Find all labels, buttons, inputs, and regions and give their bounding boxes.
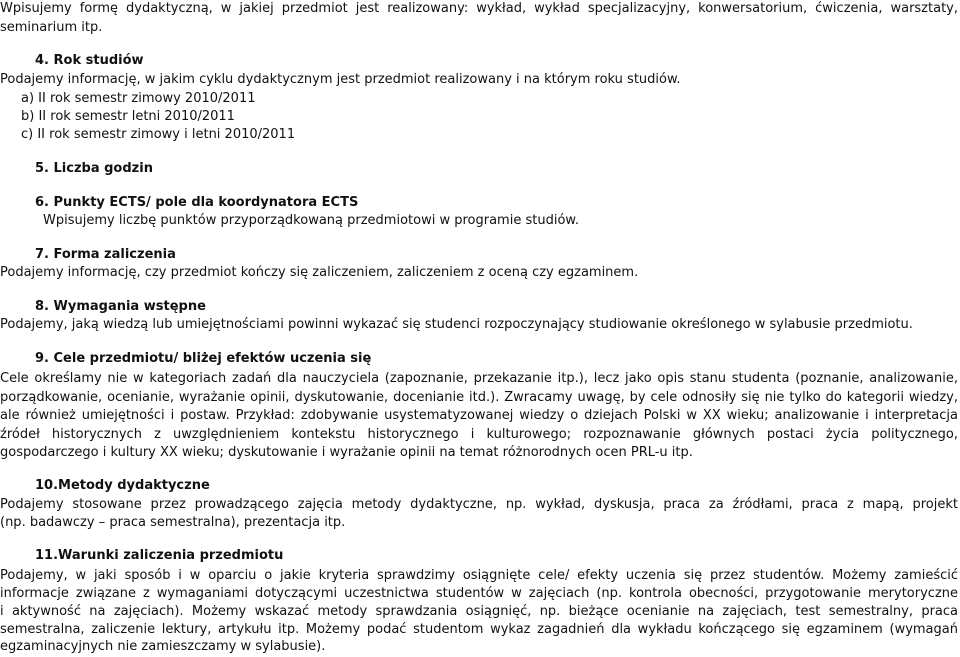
section-5-heading: 5. Liczba godzin [35,161,153,176]
section-10-text-line: (np. badawczy – praca semestralna), prezentacja itp. [0,515,346,530]
section-6-description: Wpisujemy liczbę punktów przyporządkowaną przedmiotowi w programie studiów. [43,213,579,228]
intro-text-line: seminarium itp. [0,20,103,35]
section-10-heading: 10.Metody dydaktyczne [35,478,210,493]
section-4-heading: 4. Rok studiów [35,53,144,68]
section-11-text-line: semestralna, zaliczenie lektury, artykułu itp. Możemy podać studentom wykaz zagadnień dla wykładu kończącego się egzaminem (wymagań [0,622,958,637]
section-9-text-line: porządkowanie, ocenianie, wyrażanie opinii, dyskutowanie, docenianie itd.). Zwracamy uwagę, by cele odnosiły się nie tylko do kategorii wiedzy, [0,390,958,405]
list-item: c) II rok semestr zimowy i letni 2010/2011 [21,127,296,142]
section-10-text-line: Podajemy stosowane przez prowadzącego zajęcia metody dydaktyczne, np. wykład, dyskusja, praca za źródłami, praca z mapą, projekt [0,497,958,512]
section-9-text-line: gospodarczego i kultury XX wieku; dyskutowanie i wyrażanie opinii na temat różnorodnych ocen PRL-u itp. [0,445,693,460]
section-11-text-line: i aktywność na zajęciach). Możemy wskazać metody sprawdzania osiągnięć, np. bieżące ocenianie na zajęciach, test semestralny, praca [0,604,958,619]
section-9-text-line: źródeł historycznych z uwzględnieniem kontekstu historycznego i kulturowego; rozpoznawanie głównych postaci życia politycznego, [0,427,958,442]
section-11-text-line: egzaminacyjnych nie zamieszczamy w sylabusie). [0,639,326,654]
list-item: b) II rok semestr letni 2010/2011 [21,109,235,124]
intro-text-line: Wpisujemy formę dydaktyczną, w jakiej przedmiot jest realizowany: wykład, wykład specjalizacyjny, konwersatorium, ćwiczenia, warsztaty, [0,1,958,16]
section-9-heading: 9. Cele przedmiotu/ bliżej efektów uczenia się [35,351,372,366]
section-11-heading: 11.Warunki zaliczenia przedmiotu [35,548,284,563]
section-8-heading: 8. Wymagania wstępne [35,299,206,314]
section-7-heading: 7. Forma zaliczenia [35,247,176,262]
section-11-text-line: Podajemy, w jaki sposób i w oparciu o jakie kryteria sprawdzimy osiągnięte cele/ efekty uczenia się przez studentów. Możemy zamieścić [0,568,958,583]
section-6-heading: 6. Punkty ECTS/ pole dla koordynatora ECTS [35,195,359,210]
section-9-text-line: ale również umiejętności i postaw. Przykład: zdobywanie usystematyzowanej wiedzy o dziejach Polski w XX wieku; analizowanie i interpretacja [0,408,958,423]
section-9-text-line: Cele określamy nie w kategoriach zadań dla nauczyciela (zapoznanie, przekazanie itp.), lecz jako opis stanu studenta (poznanie, analizowanie, [0,371,958,386]
section-8-description: Podajemy, jaką wiedzą lub umiejętnościami powinni wykazać się studenci rozpoczynający studiowanie określonego w sylabusie przedmiotu. [0,317,913,332]
section-4-description: Podajemy informację, w jakim cyklu dydaktycznym jest przedmiot realizowany i na którym roku studiów. [0,72,681,87]
section-7-description: Podajemy informację, czy przedmiot kończy się zaliczeniem, zaliczeniem z oceną czy egzaminem. [0,265,639,280]
list-item: a) II rok semestr zimowy 2010/2011 [21,91,256,106]
section-11-text-line: informacje związane z wymaganiami dotyczącymi uczestnictwa studentów w zajęciach (np. kontrola obecności, przygotowanie merytoryczne [0,586,958,601]
